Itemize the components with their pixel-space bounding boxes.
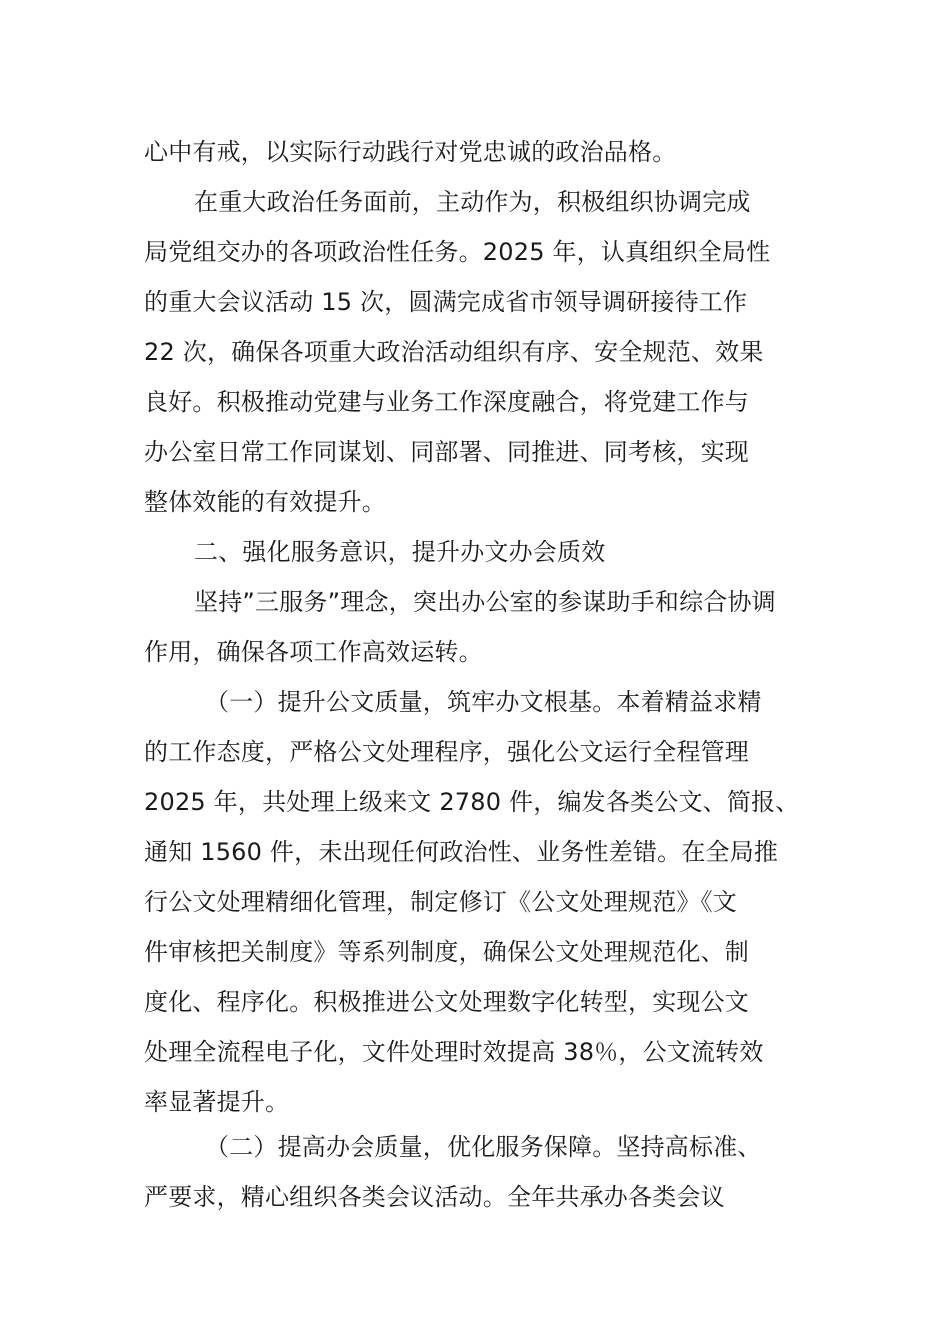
text-line: 件审核把关制度》等系列制度，确保公文处理规范化、制 [144, 938, 749, 966]
text-line: 整体效能的有效提升。 [144, 488, 386, 516]
text-line: 处理全流程电子化，文件处理时效提高 38％，公文流转效 [144, 1038, 764, 1066]
text-line: 度化、程序化。积极推进公文处理数字化转型，实现公文 [144, 988, 749, 1016]
paragraph-start-line: 坚持”三服务”理念，突出办公室的参谋助手和综合协调 [194, 588, 776, 616]
subsection-start-line: （一）提升公文质量，筑牢办文根基。本着精益求精 [205, 688, 762, 716]
paragraph-start-line: 在重大政治任务面前，主动作为，积极组织协调完成 [194, 188, 751, 216]
text-line: 2025 年，共处理上级来文 2780 件，编发各类公文、简报、 [144, 788, 800, 816]
subsection-start-line: （二）提高办会质量，优化服务保障。坚持高标准、 [205, 1133, 762, 1161]
text-line: 严要求，精心组织各类会议活动。全年共承办各类会议 [144, 1183, 725, 1211]
text-line: 局党组交办的各项政治性任务。2025 年，认真组织全局性 [144, 238, 771, 266]
text-line: 的重大会议活动 15 次，圆满完成省市领导调研接待工作 [144, 288, 748, 316]
text-line: 率显著提升。 [144, 1088, 290, 1116]
text-line: 22 次，确保各项重大政治活动组织有序、安全规范、效果 [144, 338, 764, 366]
text-line: 办公室日常工作同谋划、同部署、同推进、同考核，实现 [144, 438, 749, 466]
text-line: 的工作态度，严格公文处理程序，强化公文运行全程管理 [144, 738, 749, 766]
text-line: 行公文处理精细化管理，制定修订《公文处理规范》《文 [144, 888, 737, 916]
text-line: 作用，确保各项工作高效运转。 [144, 638, 483, 666]
text-line: 通知 1560 件，未出现任何政治性、业务性差错。在全局推 [144, 838, 779, 866]
text-line: 心中有戒，以实际行动践行对党忠诚的政治品格。 [144, 138, 677, 166]
section-heading: 二、强化服务意识，提升办文办会质效 [194, 538, 606, 566]
text-line: 良好。积极推动党建与业务工作深度融合，将党建工作与 [144, 388, 749, 416]
